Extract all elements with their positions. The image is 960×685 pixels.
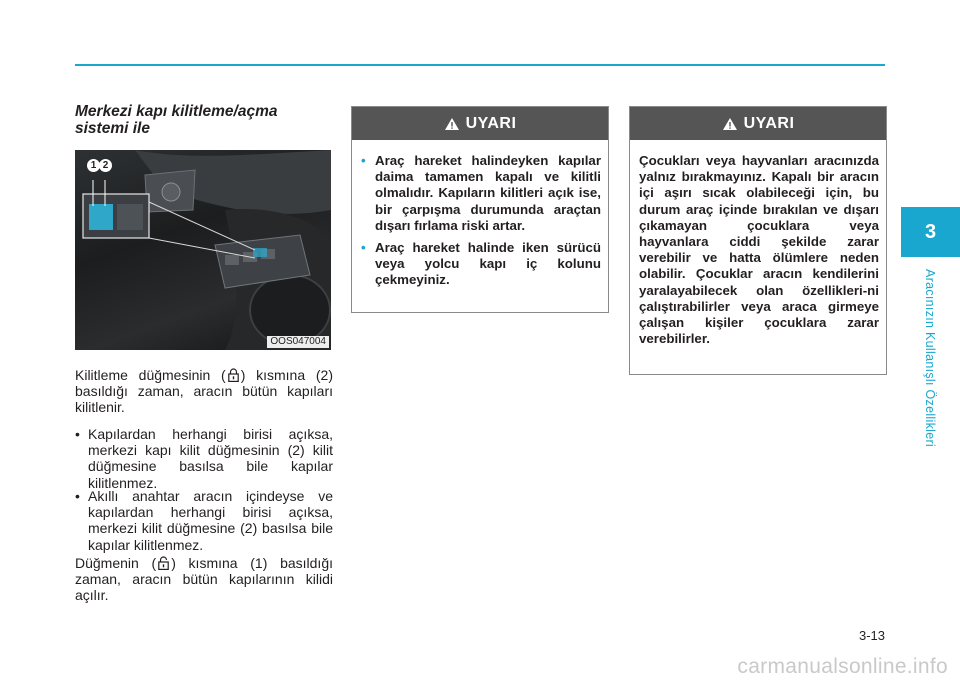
chapter-number-tab: 3 (901, 207, 960, 257)
lock-paragraph-end: ) kısmına (2) basıldığı zaman, aracın bütün kapıları kilitlenir. (75, 367, 333, 416)
page-number: 3-13 (858, 628, 885, 643)
lock-paragraph-start: Kilitleme düğmesinin ( (75, 367, 226, 383)
lock-open-icon (158, 556, 169, 570)
warning-box-children (629, 106, 887, 375)
warning-bullet: • Araç hareket halinde iken sürücü veya yolcu kapı iç kolunu çekmeyiniz. (361, 240, 601, 289)
callout-2: 2 (99, 159, 112, 172)
bullet-open-door (75, 426, 333, 491)
bullet-item: • Akıllı anahtar aracın içindeyse ve kapılardan herhangi birisi açıksa, merkezi kilit düğmesine (2) basılsa bile kapılar kilitlenmez. (75, 488, 333, 553)
door-panel-illustration (75, 150, 331, 350)
lock-closed-icon (228, 368, 239, 382)
warning-box-driving (351, 106, 609, 313)
unlock-paragraph-start: Düğmenin ( (75, 555, 157, 571)
watermark: carmanualsonline.info (737, 655, 948, 678)
section-title: Merkezi kapı kilitleme/açma sistemi ile (75, 103, 278, 137)
warning-header (352, 107, 608, 140)
door-panel-photo (75, 150, 331, 350)
warning-bullet: • Araç hareket halindeyken kapılar daima tamamen kapalı ve kilitli olmalıdır. Kapıların kilitleri açık ise, bir çarpışma durumunda araçtan dışarı fırlama riski artar. (361, 153, 601, 234)
bullet-item: • Kapılardan herhangi birisi açıksa, merkezi kapı kilit düğmesinin (2) kilit düğmesine basılsa bile kapılar kilitlenmez. (75, 426, 333, 491)
warning-body (630, 140, 886, 347)
unlock-paragraph (75, 555, 333, 604)
chapter-title: Aracınızın Kullanışlı Özellikleri (923, 268, 937, 448)
warning-header (630, 107, 886, 140)
warning-text: Çocukları veya hayvanları aracınızda yalnız bırakmayınız. Kapalı bir aracın içi aşırı sıcak olabileceği için, bu durum araç içinde bırakılan ve dışarı çıkamayan çocuklara veya hayvanlara ciddi şekilde zarar verebilir ve hatta ölümlere neden olabilir. Çocuklar aracın kendilerini yaralayabilecek olan özellikleri-ni çalıştırabilirler veya araca girmeye çalışan kişiler çocuklara zarar verebilirler. (639, 153, 879, 347)
callout-1: 1 (87, 159, 100, 172)
warning-triangle-icon (722, 117, 738, 131)
bullet-smart-key (75, 488, 333, 553)
warning-title: UYARI (743, 114, 795, 132)
unlock-paragraph-end: ) kısmına (1) basıldığı zaman, aracın bütün kapılarının kilidi açılır. (75, 555, 333, 604)
figure-code: OOS047004 (267, 336, 329, 348)
header-rule (75, 64, 885, 66)
warning-title: UYARI (465, 114, 517, 132)
warning-body (352, 140, 608, 289)
warning-triangle-icon (444, 117, 460, 131)
lock-paragraph (75, 367, 333, 416)
